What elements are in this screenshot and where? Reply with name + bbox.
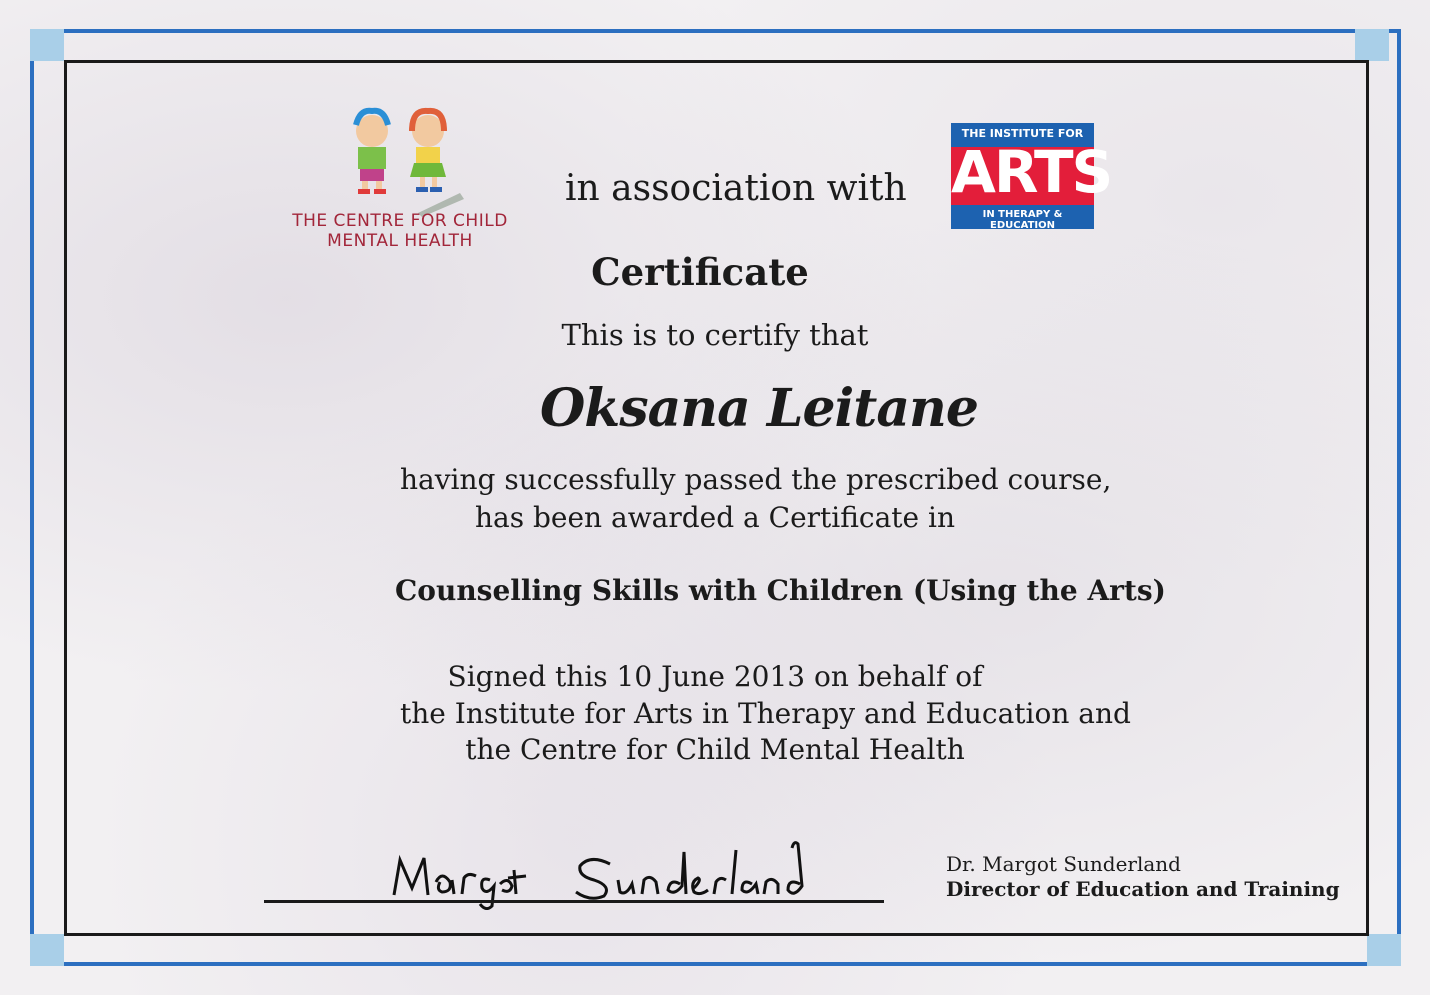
signer-title: Director of Education and Training [946, 877, 1340, 901]
signed-line-1: Signed this 10 June 2013 on behalf of [447, 660, 983, 693]
frame-corner-bottom-right [1367, 934, 1401, 966]
signed-line-2: the Institute for Arts in Therapy and Education and [400, 697, 1131, 730]
arts-logo-word: ARTS [951, 138, 1112, 206]
centre-name-line-2: MENTAL HEALTH [327, 231, 473, 251]
signed-line-3: the Centre for Child Mental Health [465, 733, 965, 766]
arts-logo-bottom-text: IN THERAPY & EDUCATION [982, 209, 1063, 231]
centre-name-line-1: THE CENTRE FOR CHILD [292, 211, 508, 231]
signer-name: Dr. Margot Sunderland [946, 852, 1181, 876]
institute-for-arts-logo [951, 123, 1112, 231]
centre-child-mental-health-name [282, 211, 518, 251]
passed-course-line-1: having successfully passed the prescribed course, [400, 463, 1112, 496]
course-name: Counselling Skills with Children (Using the Arts) [395, 574, 1166, 607]
frame-corner-bottom-left [30, 934, 64, 966]
recipient-name: Oksana Leitane [540, 378, 978, 439]
arts-logo-top-text: THE INSTITUTE FOR [961, 127, 1084, 140]
certificate-title: Certificate [591, 250, 809, 294]
frame-corner-top-right [1355, 29, 1389, 61]
frame-corner-top-left [30, 29, 64, 61]
signature-line [264, 900, 884, 903]
association-text: in association with [565, 168, 907, 209]
certify-text: This is to certify that [561, 318, 869, 352]
passed-course-line-2: has been awarded a Certificate in [475, 501, 955, 534]
